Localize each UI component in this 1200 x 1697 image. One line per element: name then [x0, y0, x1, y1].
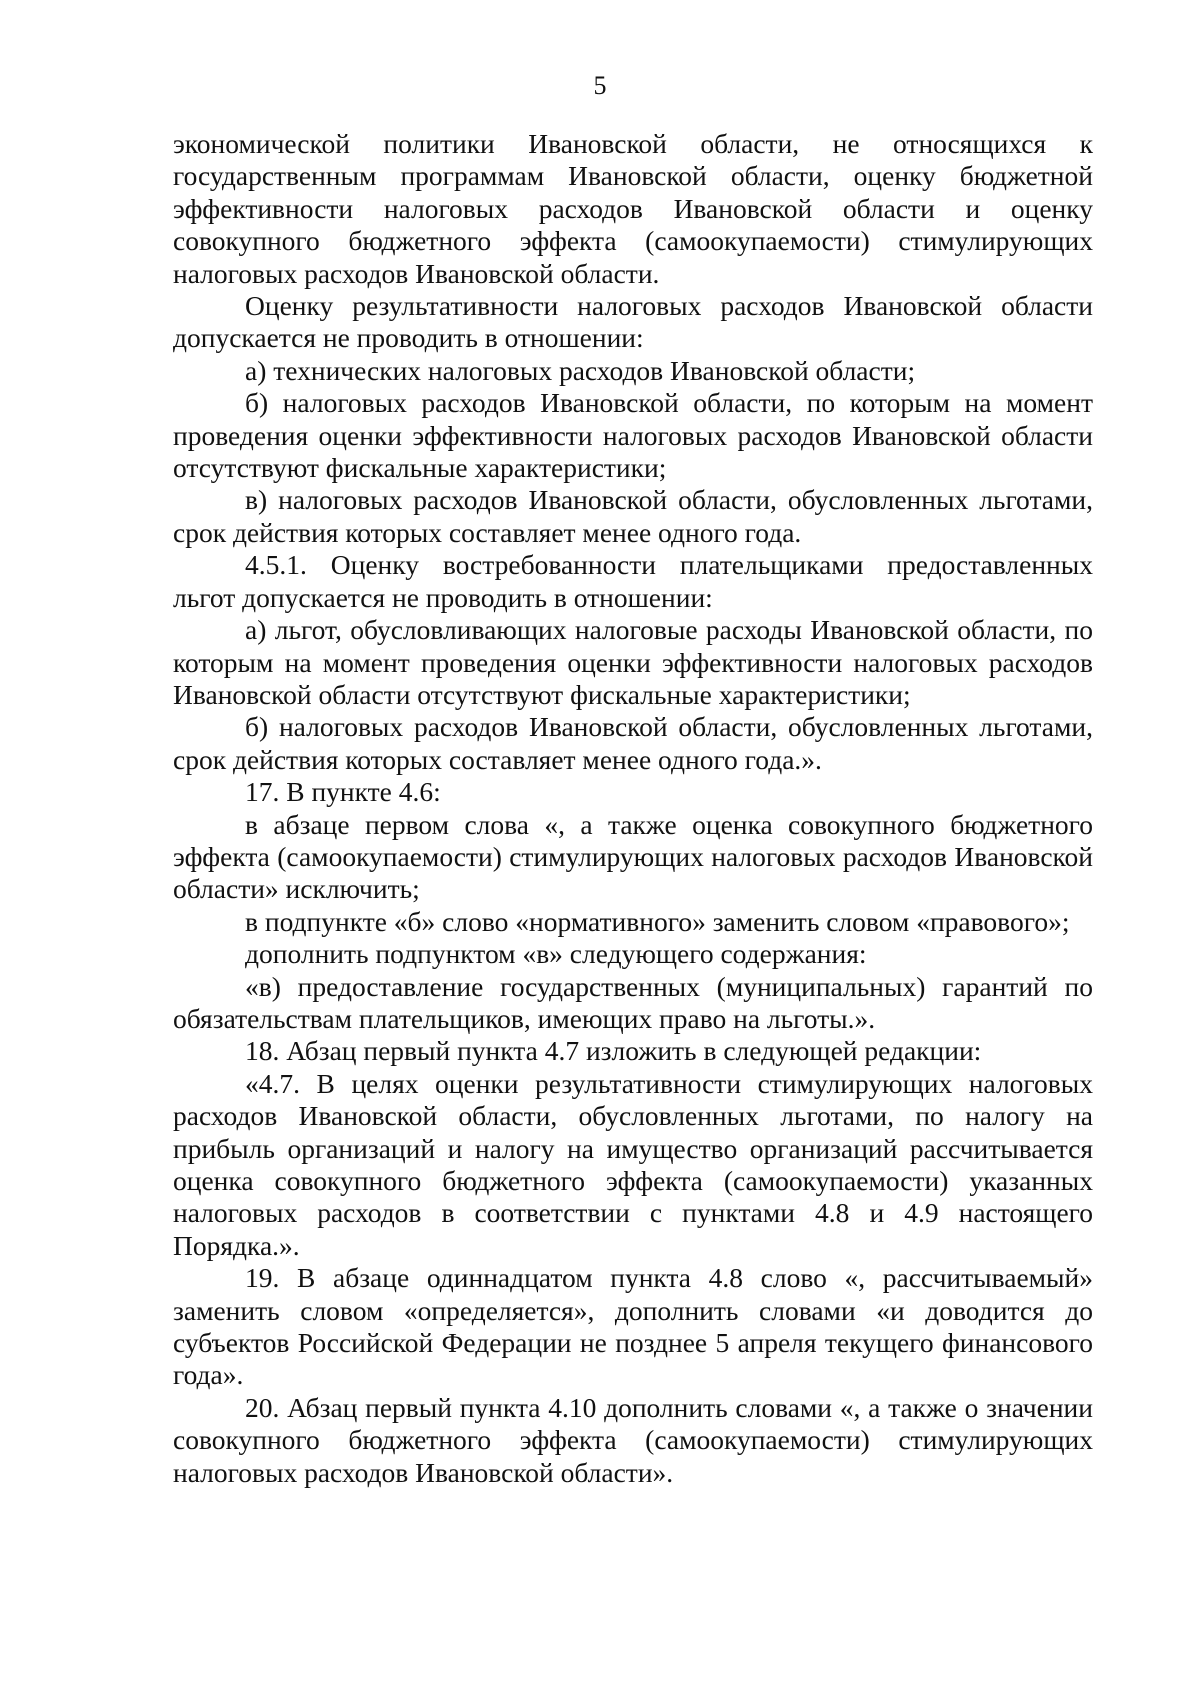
paragraph-17-subpoint-b: в подпункте «б» слово «нормативного» заменить словом «правового»;: [245, 905, 1070, 937]
paragraph-17-add-subpoint: дополнить подпунктом «в» следующего содержания:: [245, 938, 867, 970]
page-number: 5: [593, 71, 607, 100]
list-item-a-benefits: а) льгот, обусловливающих налоговые расходы Ивановской области, по которым на момент проведения оценки эффективности налоговых расходов Ивановской области отсутствуют фискальные характеристики;: [173, 614, 1093, 710]
paragraph-17-subpoint-v: «в) предоставление государственных (муниципальных) гарантий по обязательствам плательщиков, имеющих право на льготы.».: [173, 970, 1093, 1034]
paragraph-4-5-1: 4.5.1. Оценку востребованности плательщиками предоставленных льгот допускается не проводить в отношении:: [173, 549, 1093, 613]
paragraph-results-assessment: Оценку результативности налоговых расходов Ивановской области допускается не проводить в отношении:: [173, 290, 1093, 354]
list-item-b-no-fiscal: б) налоговых расходов Ивановской области, по которым на момент проведения оценки эффективности налоговых расходов Ивановской области отсутствуют фискальные характеристики;: [173, 387, 1093, 484]
list-item-a-technical: а) технических налоговых расходов Ивановской области;: [245, 354, 916, 386]
paragraph-19: 19. В абзаце одиннадцатом пункта 4.8 слово «, рассчитываемый» заменить словом «определяется», дополнить словами «и доводится до субъектов Российской Федерации не позднее 5 апреля текущего финансового года».: [173, 1262, 1093, 1391]
document-body: [173, 128, 1093, 1489]
paragraph-4-7-new-text: «4.7. В целях оценки результативности стимулирующих налоговых расходов Ивановской области, обусловленных льготами, по налогу на прибыль организаций и налогу на имущество организаций рассчитывается оценка совокупного бюджетного эффекта (самоокупаемости) указанных налоговых расходов в соответствии с пунктами 4.8 и 4.9 настоящего Порядка.».: [173, 1067, 1093, 1261]
list-item-v-short-term: в) налоговых расходов Ивановской области, обусловленных льготами, срок действия которых составляет менее одного года.: [173, 484, 1093, 548]
paragraph-20: 20. Абзац первый пункта 4.10 дополнить словами «, а также о значении совокупного бюджетного эффекта (самоокупаемости) стимулирующих налоговых расходов Ивановской области».: [173, 1391, 1093, 1488]
paragraph-continuation: экономической политики Ивановской области, не относящихся к государственным программам Ивановской области, оценку бюджетной эффективности налоговых расходов Ивановской области и оценку совокупного бюджетного эффекта (самоокупаемости) стимулирующих налоговых расходов Ивановской области.: [173, 128, 1093, 289]
paragraph-17: 17. В пункте 4.6:: [245, 776, 441, 808]
paragraph-17-first-abzac: в абзаце первом слова «, а также оценка совокупного бюджетного эффекта (самоокупаемости) стимулирующих налоговых расходов Ивановской области» исключить;: [173, 808, 1093, 905]
list-item-b-short-term: б) налоговых расходов Ивановской области, обусловленных льготами, срок действия которых составляет менее одного года.».: [173, 711, 1093, 775]
paragraph-18: 18. Абзац первый пункта 4.7 изложить в следующей редакции:: [245, 1035, 982, 1067]
